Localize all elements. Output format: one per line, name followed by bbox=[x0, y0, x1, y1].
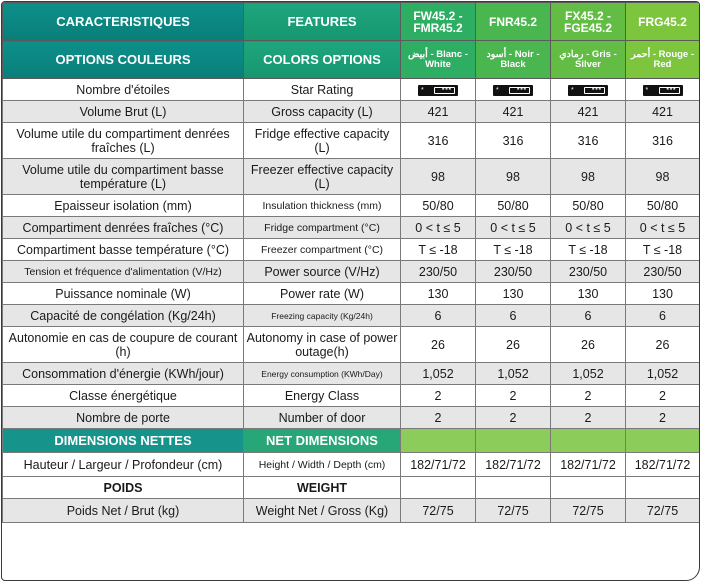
spec-value: 98 bbox=[626, 159, 700, 195]
spec-label-fr: Consommation d'énergie (KWh/jour) bbox=[3, 363, 244, 385]
spec-value: 230/50 bbox=[401, 261, 476, 283]
weight-label-en: WEIGHT bbox=[244, 477, 401, 499]
spec-value: T ≤ -18 bbox=[551, 239, 626, 261]
star-rating-icon: * *** bbox=[418, 85, 458, 96]
spec-value: 130 bbox=[476, 283, 551, 305]
weight-row-label-en: Weight Net / Gross (Kg) bbox=[244, 499, 401, 523]
spec-value: 316 bbox=[401, 123, 476, 159]
star-rating-label-en: Star Rating bbox=[244, 79, 401, 101]
header-caracteristiques: CARACTERISTIQUES bbox=[3, 3, 244, 41]
spec-value: 421 bbox=[401, 101, 476, 123]
star-rating-icon: * *** bbox=[643, 85, 683, 96]
dimension-value: 182/71/72 bbox=[401, 453, 476, 477]
spec-label-en: Insulation thickness (mm) bbox=[244, 195, 401, 217]
spec-value: 230/50 bbox=[476, 261, 551, 283]
spec-label-en: Number of door bbox=[244, 407, 401, 429]
dimension-value: 182/71/72 bbox=[551, 453, 626, 477]
spec-label-fr: Tension et fréquence d'alimentation (V/Hz) bbox=[3, 261, 244, 283]
spec-value: 1,052 bbox=[476, 363, 551, 385]
spec-value: 50/80 bbox=[401, 195, 476, 217]
dimension-value: 182/71/72 bbox=[626, 453, 700, 477]
spec-value: 2 bbox=[626, 385, 700, 407]
spec-value: 98 bbox=[551, 159, 626, 195]
spec-value: 2 bbox=[401, 407, 476, 429]
spec-label-fr: Capacité de congélation (Kg/24h) bbox=[3, 305, 244, 327]
spec-value: 130 bbox=[551, 283, 626, 305]
header-row bbox=[3, 3, 700, 41]
spec-value: 6 bbox=[551, 305, 626, 327]
spec-value: 130 bbox=[401, 283, 476, 305]
spec-row bbox=[3, 385, 700, 407]
spec-value: 1,052 bbox=[401, 363, 476, 385]
spec-value: 2 bbox=[401, 385, 476, 407]
spec-value: 26 bbox=[626, 327, 700, 363]
spec-value: 50/80 bbox=[476, 195, 551, 217]
star-rating-row bbox=[3, 79, 700, 101]
color-option: أبيض - Blanc - White bbox=[401, 41, 476, 79]
spec-label-fr: Compartiment denrées fraîches (°C) bbox=[3, 217, 244, 239]
spec-value: 1,052 bbox=[551, 363, 626, 385]
spec-value: 98 bbox=[401, 159, 476, 195]
spec-value: 2 bbox=[551, 385, 626, 407]
spec-value: 1,052 bbox=[626, 363, 700, 385]
spec-value: 26 bbox=[551, 327, 626, 363]
spec-label-en: Energy Class bbox=[244, 385, 401, 407]
spec-value: 2 bbox=[626, 407, 700, 429]
spec-value: 2 bbox=[476, 385, 551, 407]
spec-value: 0 < t ≤ 5 bbox=[476, 217, 551, 239]
spec-row bbox=[3, 407, 700, 429]
color-options-row bbox=[3, 41, 700, 79]
spec-value: 26 bbox=[401, 327, 476, 363]
spec-value: 6 bbox=[626, 305, 700, 327]
spec-label-fr: Autonomie en cas de coupure de courant (h) bbox=[3, 327, 244, 363]
spec-value: 421 bbox=[551, 101, 626, 123]
dimensions-row-label-fr: Hauteur / Largeur / Profondeur (cm) bbox=[3, 453, 244, 477]
spec-label-en: Freezer compartment (°C) bbox=[244, 239, 401, 261]
spec-row bbox=[3, 159, 700, 195]
color-options-label-en: COLORS OPTIONS bbox=[244, 41, 401, 79]
header-model: FX45.2 - FGE45.2 bbox=[551, 3, 626, 41]
dimensions-row-label-en: Height / Width / Depth (cm) bbox=[244, 453, 401, 477]
spec-value: 230/50 bbox=[551, 261, 626, 283]
spec-value: 26 bbox=[476, 327, 551, 363]
spec-label-en: Autonomy in case of power outage(h) bbox=[244, 327, 401, 363]
star-rating-icon: * *** bbox=[568, 85, 608, 96]
dimensions-row bbox=[3, 453, 700, 477]
spec-value: T ≤ -18 bbox=[626, 239, 700, 261]
spec-value: 0 < t ≤ 5 bbox=[551, 217, 626, 239]
star-rating-icon: * *** bbox=[493, 85, 533, 96]
spec-label-en: Freezing capacity (Kg/24h) bbox=[244, 305, 401, 327]
spec-row bbox=[3, 261, 700, 283]
header-model: FW45.2 - FMR45.2 bbox=[401, 3, 476, 41]
spec-value: 0 < t ≤ 5 bbox=[626, 217, 700, 239]
spec-label-en: Fridge effective capacity (L) bbox=[244, 123, 401, 159]
spec-value: 316 bbox=[626, 123, 700, 159]
spec-row bbox=[3, 283, 700, 305]
color-options-label-fr: OPTIONS COULEURS bbox=[3, 41, 244, 79]
spec-label-fr: Volume utile du compartiment denrées fraîches (L) bbox=[3, 123, 244, 159]
spec-label-fr: Compartiment basse température (°C) bbox=[3, 239, 244, 261]
spec-value: 316 bbox=[551, 123, 626, 159]
weight-section-row bbox=[3, 477, 700, 499]
spec-label-en: Freezer effective capacity (L) bbox=[244, 159, 401, 195]
spec-row bbox=[3, 123, 700, 159]
spec-row bbox=[3, 217, 700, 239]
spec-label-fr: Volume utile du compartiment basse température (L) bbox=[3, 159, 244, 195]
spec-row bbox=[3, 327, 700, 363]
color-option: رمادي - Gris - Silver bbox=[551, 41, 626, 79]
dimensions-section-row bbox=[3, 429, 700, 453]
color-option: أحمر - Rouge - Red bbox=[626, 41, 700, 79]
spec-value: 0 < t ≤ 5 bbox=[401, 217, 476, 239]
spec-label-en: Gross capacity (L) bbox=[244, 101, 401, 123]
spec-label-en: Fridge compartment (°C) bbox=[244, 217, 401, 239]
weight-value: 72/75 bbox=[626, 499, 700, 523]
spec-label-en: Power source (V/Hz) bbox=[244, 261, 401, 283]
spec-row bbox=[3, 305, 700, 327]
header-model: FNR45.2 bbox=[476, 3, 551, 41]
spec-value: 230/50 bbox=[626, 261, 700, 283]
spec-label-fr: Epaisseur isolation (mm) bbox=[3, 195, 244, 217]
spec-value: 421 bbox=[476, 101, 551, 123]
spec-table bbox=[2, 2, 700, 523]
spec-label-fr: Classe énergétique bbox=[3, 385, 244, 407]
spec-value: 6 bbox=[476, 305, 551, 327]
spec-label-fr: Nombre de porte bbox=[3, 407, 244, 429]
spec-value: 316 bbox=[476, 123, 551, 159]
spec-value: 50/80 bbox=[551, 195, 626, 217]
dimensions-label-en: NET DIMENSIONS bbox=[244, 429, 401, 453]
header-model: FRG45.2 bbox=[626, 3, 700, 41]
weight-value: 72/75 bbox=[551, 499, 626, 523]
color-option: أسود - Noir - Black bbox=[476, 41, 551, 79]
spec-value: T ≤ -18 bbox=[476, 239, 551, 261]
spec-label-en: Power rate (W) bbox=[244, 283, 401, 305]
spec-value: 98 bbox=[476, 159, 551, 195]
weight-value: 72/75 bbox=[476, 499, 551, 523]
spec-label-fr: Puissance nominale (W) bbox=[3, 283, 244, 305]
spec-row bbox=[3, 363, 700, 385]
spec-value: 2 bbox=[551, 407, 626, 429]
spec-value: 421 bbox=[626, 101, 700, 123]
dimensions-label-fr: DIMENSIONS NETTES bbox=[3, 429, 244, 453]
weight-row-label-fr: Poids Net / Brut (kg) bbox=[3, 499, 244, 523]
spec-label-fr: Volume Brut (L) bbox=[3, 101, 244, 123]
spec-row bbox=[3, 195, 700, 217]
spec-table-frame bbox=[1, 1, 700, 581]
weight-label-fr: POIDS bbox=[3, 477, 244, 499]
spec-value: 130 bbox=[626, 283, 700, 305]
spec-value: 2 bbox=[476, 407, 551, 429]
dimension-value: 182/71/72 bbox=[476, 453, 551, 477]
spec-label-en: Energy consumption (KWh/Day) bbox=[244, 363, 401, 385]
spec-row bbox=[3, 239, 700, 261]
star-rating-label-fr: Nombre d'étoiles bbox=[3, 79, 244, 101]
spec-value: 6 bbox=[401, 305, 476, 327]
spec-row bbox=[3, 101, 700, 123]
spec-value: T ≤ -18 bbox=[401, 239, 476, 261]
spec-value: 50/80 bbox=[626, 195, 700, 217]
weight-row bbox=[3, 499, 700, 523]
weight-value: 72/75 bbox=[401, 499, 476, 523]
header-features: FEATURES bbox=[244, 3, 401, 41]
